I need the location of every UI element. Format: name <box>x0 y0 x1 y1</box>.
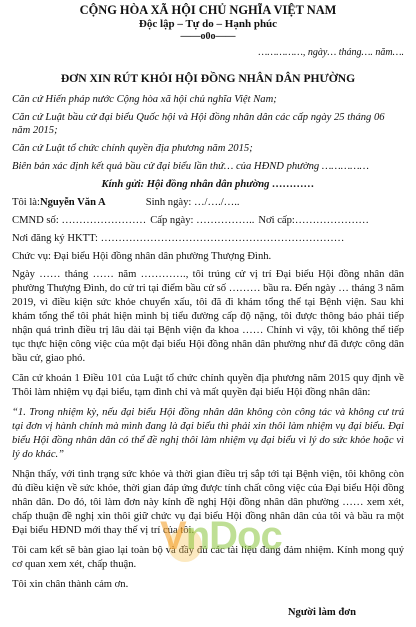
signature-label: Người làm đơn <box>287 606 356 618</box>
body-paragraph-3: Nhận thấy, với tình trạng sức khỏe và thời gian điều trị sắp tới tại Bệnh viện, tôi không còn đủ điều kiện về sức khỏe, thời gian đáp ứng được tính chất công việc của Đại biểu Hội đồng nhân dân. Do đó, tôi làm đơn này kính đề nghị Hội đồng nhân dân phường …… xem xét, chấp thuận đề nghị xin thôi giữ chức vụ đại biểu Hội đồng nhân dân của tôi và bầu ra một Đại biểu HĐND mới thay thế vị trí của tôi. <box>12 468 404 536</box>
id-card-number: CMND số: …………………… <box>12 215 147 227</box>
legal-basis-4: Biên bản xác định kết quả bầu cử đại biểu lần thứ… của HĐND phường …………… <box>12 161 369 173</box>
legal-basis-1: Căn cứ Hiến pháp nước Cộng hòa xã hội chủ nghĩa Việt Nam; <box>12 93 277 105</box>
watermark-letter-v: V <box>160 514 186 558</box>
applicant-dob: Sinh ngày: …/…./….. <box>145 197 240 209</box>
body-paragraph-1: Ngày …… tháng …… năm …………., tôi trúng cử vị trí Đại biểu Hội đồng nhân dân phường Thượng Đình, do cử tri tại điểm bầu cử số ……… bầu ra. Đến ngày … tháng 3 năm 2019, vì điều kiện sức khỏe chuyển xấu, tôi đã đi khám tổng thể tại Bệnh viện. Sau khi khám tổng thể tôi phát hiện mình bị tiểu đường cấp độ nặng, tôi được thông báo phải tiếp nhận quá trình điều trị lâu dài tại Bệnh viện đa khoa …… Chính vì vậy, tôi không thể tiếp tục thực hiện công việc của một đại biểu Hội đồng nhân dân phường như đã được công dân bầu cử, giao phó. <box>12 269 404 365</box>
recipient-line <box>12 178 404 192</box>
legal-basis-2: Căn cứ Luật bầu cử đại biểu Quốc hội và Hội đồng nhân dân các cấp ngày 25 tháng 06 năm 2015; <box>12 111 385 137</box>
watermark-letters-ndoc: nDoc <box>185 514 282 558</box>
legal-basis-3: Căn cứ Luật tổ chức chính quyền địa phương năm 2015; <box>12 143 253 155</box>
document-title: ĐƠN XIN RÚT KHỎI HỘI ĐỒNG NHÂN DÂN PHƯỜNG <box>60 72 356 86</box>
id-issue-date: Cấp ngày: …………….. <box>150 215 255 227</box>
applicant-name-label: Tôi là: <box>12 197 40 209</box>
watermark-badge-icon <box>168 528 202 562</box>
id-issue-place: Nơi cấp:………………… <box>258 215 370 227</box>
residence-row: Nơi đăng ký HKTT: …………………………………………………………… <box>12 233 345 245</box>
position-row: Chức vụ: Đại biểu Hội đồng nhân dân phường Thượng Đình. <box>12 251 272 263</box>
recipient-value: Hội đồng nhân dân phường ………… <box>146 179 315 191</box>
law-quote: “1. Trong nhiệm kỳ, nếu đại biểu Hội đồng nhân dân không còn công tác và không cư trú tại đơn vị hành chính mà mình đang là đại biểu thì phải xin thôi làm nhiệm vụ đại biểu. Đại biểu Hội đồng nhân dân có thể đề nghị thôi làm nhiệm vụ đại biểu vì lý do sức khỏe hoặc vì lý do khác.” <box>12 406 404 460</box>
applicant-name-value: Nguyễn Văn A <box>39 197 106 209</box>
body-paragraph-2: Căn cứ khoản 1 Điều 101 của Luật tổ chức chính quyền địa phương năm 2015 quy định về Thôi làm nhiệm vụ đại biểu, tạm đình chỉ và mất quyền đại biểu Hội đồng nhân dân: <box>12 373 404 398</box>
date-line: ……………, ngày… tháng…. năm…. <box>258 47 404 59</box>
applicant-name-row <box>12 196 404 210</box>
id-card-row <box>12 214 404 228</box>
national-motto: Độc lập – Tự do – Hạnh phúc <box>138 17 278 30</box>
recipient-label: Kính gửi: <box>101 179 145 191</box>
body-paragraph-4: Tôi cam kết sẽ bàn giao lại toàn bộ và đầy đủ các tài liệu đang đảm nhiệm. Kính mong quý cơ quan xem xét, chấp thuận. <box>12 544 404 570</box>
national-title: CỘNG HÒA XÃ HỘI CHỦ NGHĨA VIỆT NAM <box>79 3 337 17</box>
header-separator: ——o0o—— <box>180 31 236 43</box>
closing-line: Tôi xin chân thành cảm ơn. <box>12 578 129 590</box>
